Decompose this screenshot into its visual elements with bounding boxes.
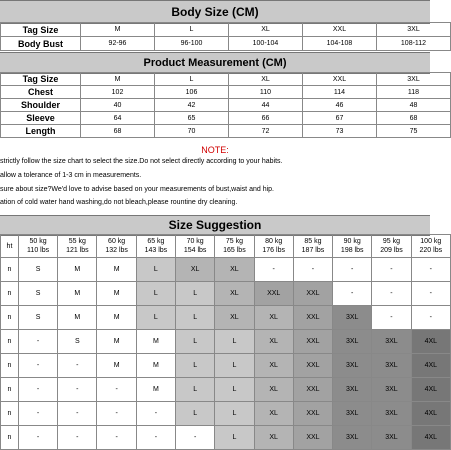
weight-lbs: 187 lbs	[301, 247, 325, 254]
size-cell: XL	[254, 426, 293, 450]
row-label: Chest	[1, 86, 81, 99]
product-measurement-table	[0, 72, 451, 138]
size-cell: -	[411, 258, 450, 282]
cell-value: 70	[155, 125, 229, 138]
table-row	[1, 73, 451, 86]
size-row	[1, 282, 451, 306]
size-cell: L	[136, 306, 175, 330]
size-cell: L	[176, 306, 215, 330]
size-cell: XXL	[293, 354, 332, 378]
size-cell: M	[58, 306, 97, 330]
size-cell: 3XL	[333, 402, 372, 426]
weight-header-row	[1, 235, 451, 258]
body-size-table	[0, 22, 451, 51]
weight-header	[333, 235, 372, 258]
size-row	[1, 354, 451, 378]
size-cell: XXL	[254, 282, 293, 306]
cell-value: 73	[303, 125, 377, 138]
weight-lbs: 154 lbs	[183, 247, 207, 254]
cell-value: 42	[155, 99, 229, 112]
size-cell: XL	[215, 258, 254, 282]
product-measurement-title: Product Measurement (CM)	[0, 52, 430, 74]
cell-value: 44	[229, 99, 303, 112]
size-cell: -	[136, 402, 175, 426]
size-cell: -	[293, 258, 332, 282]
size-cell: XXL	[293, 282, 332, 306]
size-cell: L	[176, 354, 215, 378]
cell-value: XL	[229, 23, 303, 37]
weight-lbs: 165 lbs	[223, 247, 246, 254]
size-cell: 4XL	[411, 402, 450, 426]
size-cell: M	[58, 258, 97, 282]
size-cell: S	[18, 306, 57, 330]
height-label: n	[1, 330, 19, 354]
size-cell: L	[176, 378, 215, 402]
weight-kg: 90 kg	[343, 238, 361, 245]
note-line: ation of cold water hand washing,do not bleach,please rountine dry cleaning.	[0, 199, 238, 206]
height-label: n	[1, 354, 19, 378]
size-cell: -	[372, 282, 411, 306]
weight-kg: 95 kg	[382, 238, 401, 245]
height-label: n	[1, 282, 19, 306]
cell-value: 96-100	[155, 37, 229, 51]
size-cell: 4XL	[411, 354, 450, 378]
size-cell: L	[215, 330, 254, 354]
cell-value: 66	[229, 112, 303, 125]
cell-value: 114	[303, 86, 377, 99]
size-cell: -	[411, 306, 450, 330]
size-cell: 4XL	[411, 378, 450, 402]
table-row	[1, 23, 451, 37]
weight-kg: 50 kg	[29, 238, 47, 245]
size-row	[1, 402, 451, 426]
weight-header	[372, 235, 411, 258]
size-cell: -	[372, 258, 411, 282]
size-cell: -	[372, 306, 411, 330]
size-cell: L	[215, 402, 254, 426]
size-cell: 3XL	[333, 426, 372, 450]
size-cell: L	[215, 426, 254, 450]
weight-lbs: 209 lbs	[380, 247, 403, 254]
size-cell: M	[58, 282, 97, 306]
size-cell: 3XL	[372, 354, 411, 378]
size-cell: 3XL	[372, 426, 411, 450]
size-row	[1, 426, 451, 450]
cell-value: 110	[229, 86, 303, 99]
cell-value: XL	[229, 73, 303, 86]
height-label: n	[1, 426, 19, 450]
note-line: strictly follow the size chart to select the size.Do not select directly according to your habits.	[0, 158, 283, 165]
weight-header	[411, 235, 450, 258]
cell-value: 3XL	[377, 23, 451, 37]
size-cell: XXL	[293, 330, 332, 354]
row-label: Tag Size	[1, 73, 81, 86]
weight-kg: 60 kg	[108, 238, 126, 245]
weight-lbs: 121 lbs	[66, 247, 89, 254]
cell-value: 72	[229, 125, 303, 138]
size-suggestion-title: Size Suggestion	[0, 215, 430, 236]
size-cell: XXL	[293, 426, 332, 450]
size-cell: -	[18, 402, 57, 426]
cell-value: 46	[303, 99, 377, 112]
size-cell: 3XL	[333, 330, 372, 354]
size-cell: -	[176, 426, 215, 450]
size-row	[1, 330, 451, 354]
weight-header	[97, 235, 136, 258]
table-row	[1, 99, 451, 112]
cell-value: 67	[303, 112, 377, 125]
size-cell: XL	[215, 282, 254, 306]
size-cell: -	[97, 426, 136, 450]
weight-kg: 65 kg	[147, 238, 165, 245]
size-cell: XXL	[293, 402, 332, 426]
size-cell: M	[136, 378, 175, 402]
row-label: Length	[1, 125, 81, 138]
size-cell: -	[18, 378, 57, 402]
weight-header	[293, 235, 332, 258]
size-cell: 3XL	[372, 402, 411, 426]
size-cell: XL	[254, 378, 293, 402]
size-cell: M	[97, 282, 136, 306]
cell-value: 108-112	[377, 37, 451, 51]
row-label: Tag Size	[1, 23, 81, 37]
size-cell: 3XL	[372, 330, 411, 354]
height-label: n	[1, 306, 19, 330]
weight-header	[18, 235, 57, 258]
height-label: n	[1, 258, 19, 282]
weight-kg: 100 kg	[420, 238, 442, 245]
weight-header	[215, 235, 254, 258]
size-cell: XL	[176, 258, 215, 282]
size-row	[1, 378, 451, 402]
size-cell: M	[97, 354, 136, 378]
cell-value: 104-108	[303, 37, 377, 51]
size-cell: 3XL	[333, 306, 372, 330]
size-cell: 4XL	[411, 426, 450, 450]
weight-lbs: 110 lbs	[27, 247, 50, 254]
size-cell: XXL	[293, 378, 332, 402]
size-row	[1, 258, 451, 282]
size-cell: -	[18, 426, 57, 450]
cell-value: 92-96	[81, 37, 155, 51]
size-cell: L	[176, 330, 215, 354]
cell-value: 65	[155, 112, 229, 125]
size-cell: -	[58, 402, 97, 426]
weight-lbs: 198 lbs	[340, 247, 364, 254]
size-cell: -	[333, 258, 372, 282]
size-cell: L	[136, 282, 175, 306]
size-cell: S	[18, 282, 57, 306]
cell-value: 48	[377, 99, 451, 112]
size-cell: S	[18, 258, 57, 282]
cell-value: XXL	[303, 23, 377, 37]
size-cell: -	[18, 330, 57, 354]
size-cell: L	[176, 282, 215, 306]
cell-value: 100-104	[229, 37, 303, 51]
table-row	[1, 112, 451, 125]
height-label: n	[1, 378, 19, 402]
size-cell: -	[18, 354, 57, 378]
cell-value: 106	[155, 86, 229, 99]
cell-value: 102	[81, 86, 155, 99]
cell-value: 68	[377, 112, 451, 125]
size-cell: 3XL	[372, 378, 411, 402]
cell-value: 118	[377, 86, 451, 99]
cell-value: 68	[81, 125, 155, 138]
cell-value: M	[81, 23, 155, 37]
size-cell: -	[254, 258, 293, 282]
note-line: allow a tolerance of 1-3 cm in measurements.	[0, 172, 142, 179]
note-title: NOTE:	[201, 145, 229, 155]
weight-kg: 80 kg	[265, 238, 283, 245]
body-size-title: Body Size (CM)	[0, 0, 430, 24]
weight-lbs: 143 lbs	[144, 247, 168, 254]
size-cell: -	[58, 426, 97, 450]
size-cell: -	[411, 282, 450, 306]
weight-lbs: 176 lbs	[262, 247, 285, 254]
row-label: Body Bust	[1, 37, 81, 51]
size-cell: 3XL	[333, 354, 372, 378]
size-cell: L	[215, 354, 254, 378]
size-cell: -	[333, 282, 372, 306]
note-line: sure about size?We'd love to advise based on your measurements of bust,waist and hip.	[0, 186, 274, 193]
size-cell: S	[58, 330, 97, 354]
size-cell: 4XL	[411, 330, 450, 354]
cell-value: L	[155, 23, 229, 37]
weight-kg: 70 kg	[186, 238, 204, 245]
weight-kg: 85 kg	[304, 238, 322, 245]
table-row	[1, 86, 451, 99]
height-label: n	[1, 402, 19, 426]
table-row	[1, 125, 451, 138]
table-row	[1, 37, 451, 51]
size-cell: -	[97, 402, 136, 426]
cell-value: M	[81, 73, 155, 86]
height-header: ht	[1, 235, 19, 258]
weight-header	[58, 235, 97, 258]
size-cell: M	[97, 330, 136, 354]
size-cell: M	[136, 354, 175, 378]
size-cell: M	[136, 330, 175, 354]
size-cell: -	[97, 378, 136, 402]
size-cell: XL	[254, 330, 293, 354]
cell-value: XXL	[303, 73, 377, 86]
size-cell: L	[136, 258, 175, 282]
size-cell: XXL	[293, 306, 332, 330]
weight-kg: 75 kg	[225, 238, 243, 245]
weight-header	[254, 235, 293, 258]
size-cell: L	[176, 402, 215, 426]
weight-kg: 55 kg	[68, 238, 86, 245]
size-cell: -	[58, 354, 97, 378]
size-row	[1, 306, 451, 330]
cell-value: 40	[81, 99, 155, 112]
weight-lbs: 220 lbs	[419, 247, 443, 254]
size-cell: XL	[254, 402, 293, 426]
row-label: Shoulder	[1, 99, 81, 112]
cell-value: 64	[81, 112, 155, 125]
size-suggestion-table	[0, 234, 451, 450]
cell-value: L	[155, 73, 229, 86]
cell-value: 75	[377, 125, 451, 138]
size-cell: L	[215, 378, 254, 402]
weight-lbs: 132 lbs	[105, 247, 128, 254]
cell-value: 3XL	[377, 73, 451, 86]
size-cell: M	[97, 258, 136, 282]
size-cell: -	[58, 378, 97, 402]
size-cell: XL	[254, 306, 293, 330]
weight-header	[136, 235, 175, 258]
size-cell: -	[136, 426, 175, 450]
size-cell: XL	[215, 306, 254, 330]
size-cell: M	[97, 306, 136, 330]
row-label: Sleeve	[1, 112, 81, 125]
weight-header	[176, 235, 215, 258]
size-cell: XL	[254, 354, 293, 378]
size-cell: 3XL	[333, 378, 372, 402]
